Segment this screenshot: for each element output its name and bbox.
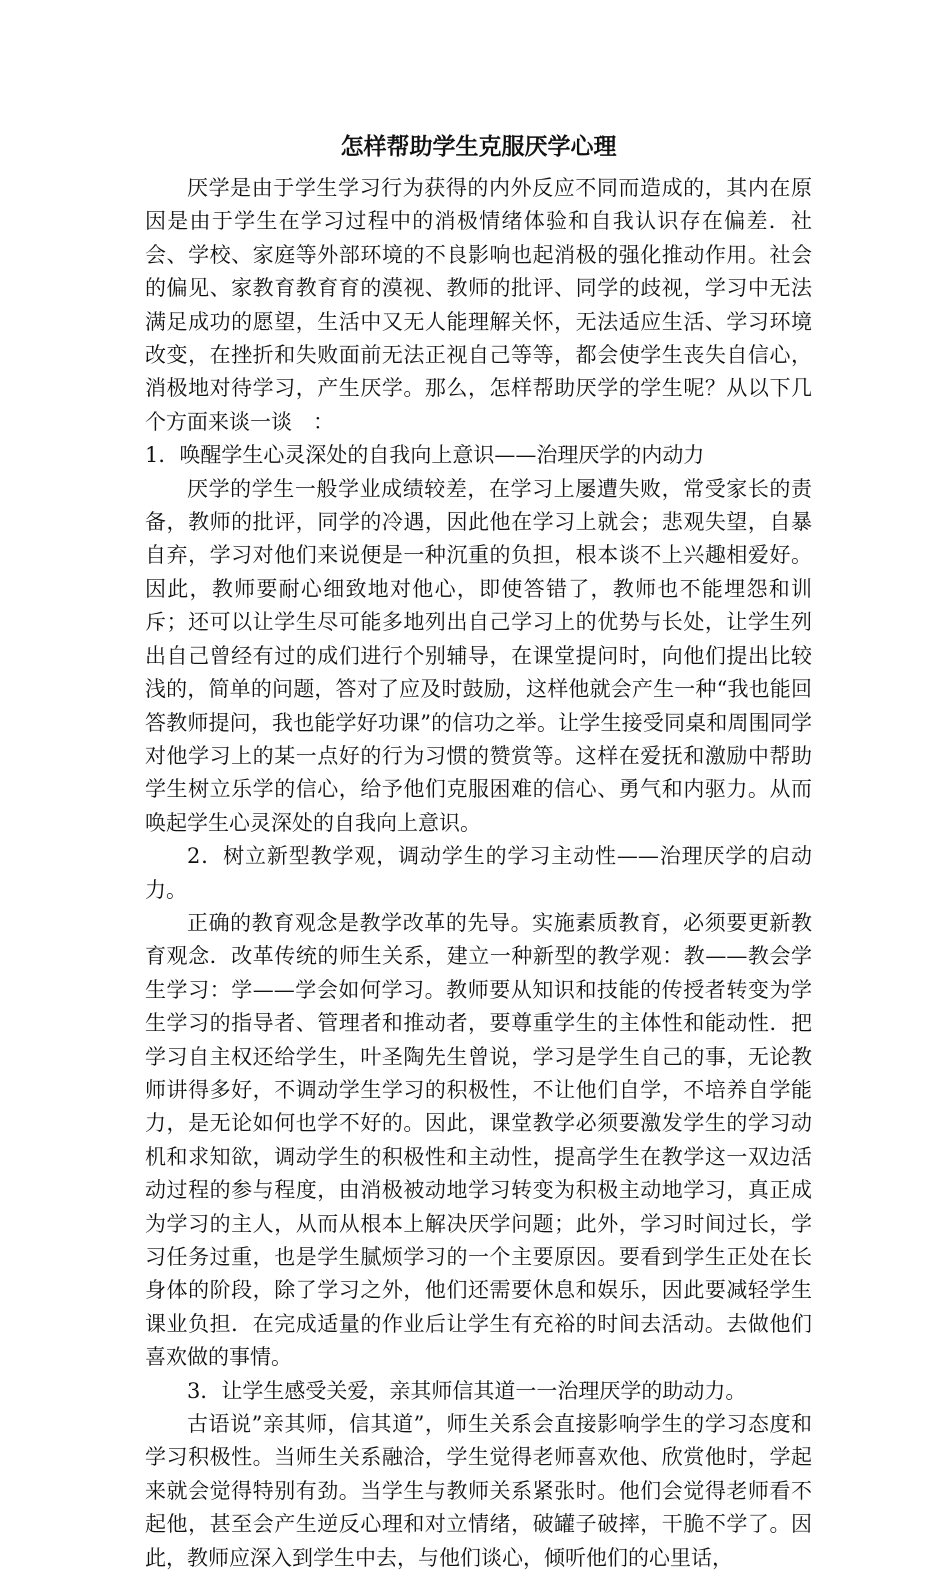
paragraph-intro: 厌学是由于学生学习行为获得的内外反应不同而造成的，其内在原因是由于学生在学习过程中的消极情绪体验和自我认识存在偏差．社会、学校、家庭等外部环境的不良影响也起消极的强化推动作用。社会的偏见、家教育教育育的漠视、教师的批评、同学的歧视，学习中无法满足成功的愿望，生活中又无人能理解关怀，无法适应生活、学习环境改变，在挫折和失败面前无法正视自己等等，都会使学生丧失自信心，消极地对待学习，产生厌学。那么，怎样帮助厌学的学生呢？从以下几个方面来谈一谈 ：	[145, 176, 812, 434]
section-heading-1: 1．唤醒学生心灵深处的自我向上意识——治理厌学的内动力	[145, 443, 705, 468]
section-heading-2: 2．树立新型教学观，调动学生的学习主动性——治理厌学的启动力。	[145, 844, 812, 902]
paragraph-section-2: 正确的教育观念是教学改革的先导。实施素质教育，必须要更新教育观念．改革传统的师生关系，建立一种新型的教学观：教——教会学生学习：学——学会如何学习。教师要从知识和技能的传授者转变为学生学习的指导者、管理者和推动者，要尊重学生的主体性和能动性．把学习自主权还给学生，叶圣陶先生曾说，学习是学生自己的事，无论教师讲得多好，不调动学生学习的积极性，不让他们自学，不培养自学能力，是无论如何也学不好的。因此，课堂教学必须要激发学生的学习动机和求知欲，调动学生的积极性和主动性，提高学生在教学这一双边活动过程的参与程度，由消极被动地学习转变为积极主动地学习，真正成为学习的主人，从而从根本上解决厌学问题；此外，学习时间过长，学习任务过重，也是学生腻烦学习的一个主要原因。要看到学生正处在长身体的阶段，除了学习之外，他们还需要休息和娱乐，因此要减轻学生课业负担．在完成适量的作业后让学生有充裕的时间去活动。去做他们喜欢做的事情。	[145, 910, 812, 1370]
document-title: 怎样帮助学生克服厌学心理	[340, 134, 617, 160]
paragraph-section-3: 古语说”亲其师，信其道”，师生关系会直接影响学生的学习态度和学习积极性。当师生关系融洽，学生觉得老师喜欢他、欣赏他时，学起来就会觉得特别有劲。当学生与教师关系紧张时。他们会觉得老师看不起他，甚至会产生逆反心理和对立情绪，破罐子破摔，干脆不学了。因此，教师应深入到学生中去，与他们谈心，倾听他们的心里话，	[145, 1412, 812, 1570]
section-heading-3: 3．让学生感受关爱，亲其师信其道一一治理厌学的助动力。	[187, 1378, 747, 1403]
document-page	[145, 130, 812, 1575]
paragraph-section-1: 厌学的学生一般学业成绩较差，在学习上屡遭失败，常受家长的责备，教师的批评，同学的冷遇，因此他在学习上就会；悲观失望，自暴自弃，学习对他们来说便是一种沉重的负担，根本谈不上兴趣相爱好。因此，教师要耐心细致地对他心，即使答错了，教师也不能埋怨和训斥；还可以让学生尽可能多地列出自己学习上的优势与长处，让学生列出自己曾经有过的成们进行个别辅导，在课堂提问时，向他们提出比较浅的，简单的问题，答对了应及时鼓励，这样他就会产生一种“我也能回答教师提问，我也能学好功课”的信功之举。让学生接受同桌和周围同学对他学习上的某一点好的行为习惯的赞赏等。这样在爱抚和激励中帮助学生树立乐学的信心，给予他们克服困难的信心、勇气和内驱力。从而唤起学生心灵深处的自我向上意识。	[145, 476, 812, 835]
